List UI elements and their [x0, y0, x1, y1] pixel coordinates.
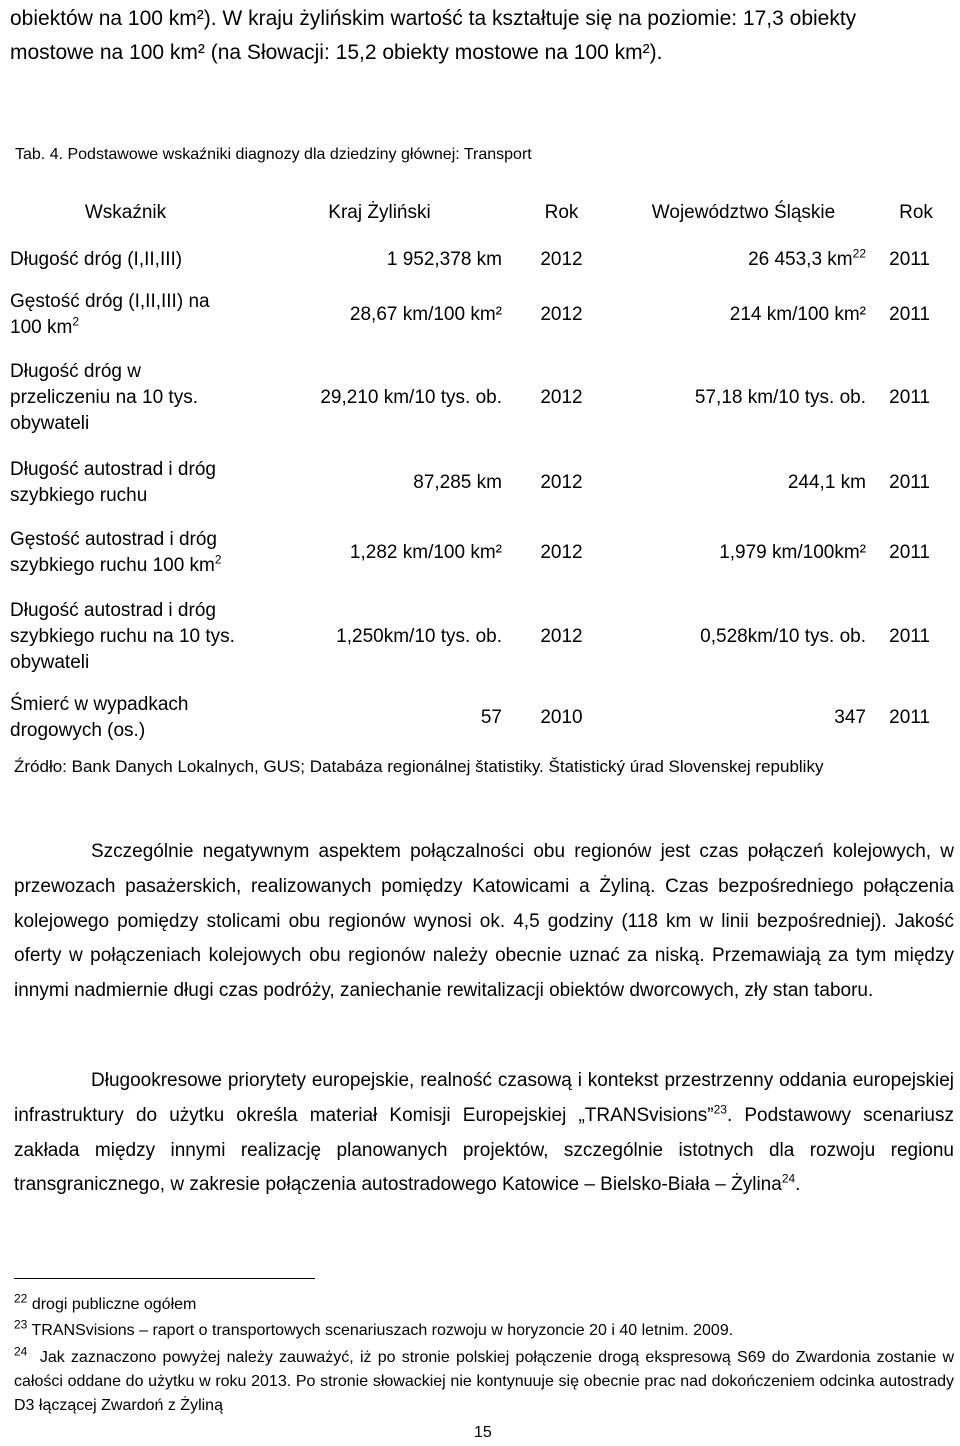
intro-line-1: obiektów na 100 km²). W kraju żylińskim wartość ta kształtuje się na poziomie: 17,3 obiekty [10, 7, 857, 30]
row-rok-1: 2010 [540, 707, 583, 728]
paragraph-part-3: . [795, 1174, 801, 1196]
footnote-separator [14, 1278, 315, 1279]
row-kraj: 1 952,378 km [386, 249, 502, 270]
paragraph-rail [14, 835, 954, 1009]
row-woj: 26 453,3 km [748, 249, 853, 270]
footnote-24 [14, 1346, 954, 1418]
row-label: Gęstość autostrad i dróg szybkiego ruchu 100 km [10, 529, 217, 576]
table-row [0, 588, 960, 686]
intro-line-2: mostowe na 100 km² (na Słowacji: 15,2 obiekty mostowe na 100 km²). [10, 41, 663, 64]
header-rok-2: Rok [899, 202, 933, 223]
footnote-text: drogi publiczne ogółem [31, 1296, 197, 1313]
label-superscript: 2 [214, 552, 222, 567]
row-kraj: 1,282 km/100 km² [349, 542, 502, 563]
table-row [0, 282, 960, 348]
row-label: Długość autostrad i dróg szybkiego ruchu [10, 459, 216, 506]
row-label: Gęstość dróg (I,II,III) na 100 km [10, 291, 210, 338]
footnote-ref-24: 24 [781, 1172, 796, 1187]
row-rok-2: 2011 [889, 249, 930, 270]
row-kraj: 28,67 km/100 km² [349, 304, 502, 325]
row-rok-1: 2012 [540, 387, 583, 408]
table-row [0, 686, 960, 750]
table-header-row [0, 188, 960, 238]
table-caption: Tab. 4. Podstawowe wskaźniki diagnozy dla dziedziny głównej: Transport [15, 146, 532, 163]
header-rok-1: Rok [544, 202, 579, 223]
row-rok-1: 2012 [540, 472, 583, 493]
table-row [0, 238, 960, 282]
footnote-ref-22: 22 [852, 246, 866, 261]
table-source: Źródło: Bank Danych Lokalnych, GUS; Databáza regionálnej štatistiky. Štatistický úrad Slovenskej republiky [14, 757, 824, 776]
paragraph-priorities [14, 1064, 954, 1203]
row-kraj: 87,285 km [413, 472, 502, 493]
row-label: Śmierć w wypadkach drogowych (os.) [10, 694, 189, 741]
footnote-number: 23 [14, 1317, 28, 1332]
row-label: Długość dróg w przeliczeniu na 10 tys. obywateli [10, 361, 198, 434]
footnote-23 [14, 1317, 734, 1342]
row-rok-2: 2011 [889, 472, 930, 493]
page-number: 15 [474, 1424, 492, 1441]
footnote-number: 24 [14, 1344, 28, 1359]
table-row [0, 448, 960, 518]
row-kraj: 57 [480, 707, 502, 728]
indicators-table [0, 188, 960, 750]
row-woj: 347 [834, 707, 866, 728]
header-kraj: Kraj Żyliński [328, 202, 431, 223]
row-rok-1: 2012 [540, 626, 583, 647]
row-rok-2: 2011 [889, 542, 930, 563]
label-superscript: 2 [72, 314, 79, 329]
row-woj: 1,979 km/100km² [719, 542, 866, 563]
row-rok-1: 2012 [540, 249, 583, 270]
row-woj: 244,1 km [787, 472, 866, 493]
row-rok-2: 2011 [889, 626, 930, 647]
footnote-22 [14, 1291, 197, 1316]
footnote-text: TRANSvisions – raport o transportowych scenariuszach rozwoju w horyzoncie 20 i 40 letnim. 2009. [31, 1322, 734, 1339]
row-rok-1: 2012 [540, 304, 583, 325]
paragraph-part-2: . Podstawowy scenariusz zakłada między innymi realizację planowanych projektów, szczególnie istotnych dla rozwoju regionu transgranicznego, w zakresie połączenia autostradowego Katowice – Bielsko-Biała – Żylina [14, 1104, 954, 1196]
header-indicator: Wskaźnik [84, 202, 167, 223]
row-rok-2: 2011 [889, 387, 930, 408]
row-rok-2: 2011 [889, 707, 930, 728]
table-row [0, 348, 960, 448]
row-woj: 57,18 km/10 tys. ob. [694, 387, 866, 408]
footnote-number: 22 [14, 1291, 28, 1306]
row-rok-1: 2012 [540, 542, 583, 563]
footnote-text: Jak zaznaczono powyżej należy zauważyć, iż po stronie polskiej połączenie drogą ekspresową S69 do Zwardonia zostanie w całości oddane do użytku w roku 2013. Po stronie słowackiej nie kontynuuje się obecnie prac nad dokończeniem odcinka autostrady D3 łączącej Zwardoń z Żyliną [14, 1349, 955, 1414]
table-row [0, 518, 960, 588]
row-label: Długość autostrad i dróg szybkiego ruchu na 10 tys. obywateli [10, 600, 235, 673]
row-rok-2: 2011 [889, 304, 930, 325]
row-woj: 0,528km/10 tys. ob. [700, 626, 866, 647]
paragraph-part-1: Długookresowe priorytety europejskie, realność czasową i kontekst przestrzenny oddania europejskiej infrastruktury do użytku określa materiał Komisji Europejskiej „TRANSvisions” [14, 1070, 954, 1126]
footnote-ref-23: 23 [713, 1102, 727, 1117]
row-label: Długość dróg (I,II,III) [10, 249, 183, 270]
row-kraj: 1,250km/10 tys. ob. [336, 626, 502, 647]
paragraph-text: Szczególnie negatywnym aspektem połączalności obu regionów jest czas połączeń kolejowych, w przewozach pasażerskich, realizowanych pomiędzy Katowicami a Żyliną. Czas bezpośredniego połączenia kolejowego pomiędzy stolicami obu regionów wynosi ok. 4,5 godziny (118 km w linii bezpośredniej). Jakość oferty w połączeniach kolejowych obu regionów należy obecnie uznać za niską. Przemawiają za tym między innymi nadmiernie długi czas podróży, zaniechanie rewitalizacji obiektów dworcowych, zły stan taboru. [14, 841, 954, 1002]
row-woj: 214 km/100 km² [729, 304, 866, 325]
header-wojewodztwo: Województwo Śląskie [651, 202, 836, 223]
row-kraj: 29,210 km/10 tys. ob. [320, 387, 502, 408]
